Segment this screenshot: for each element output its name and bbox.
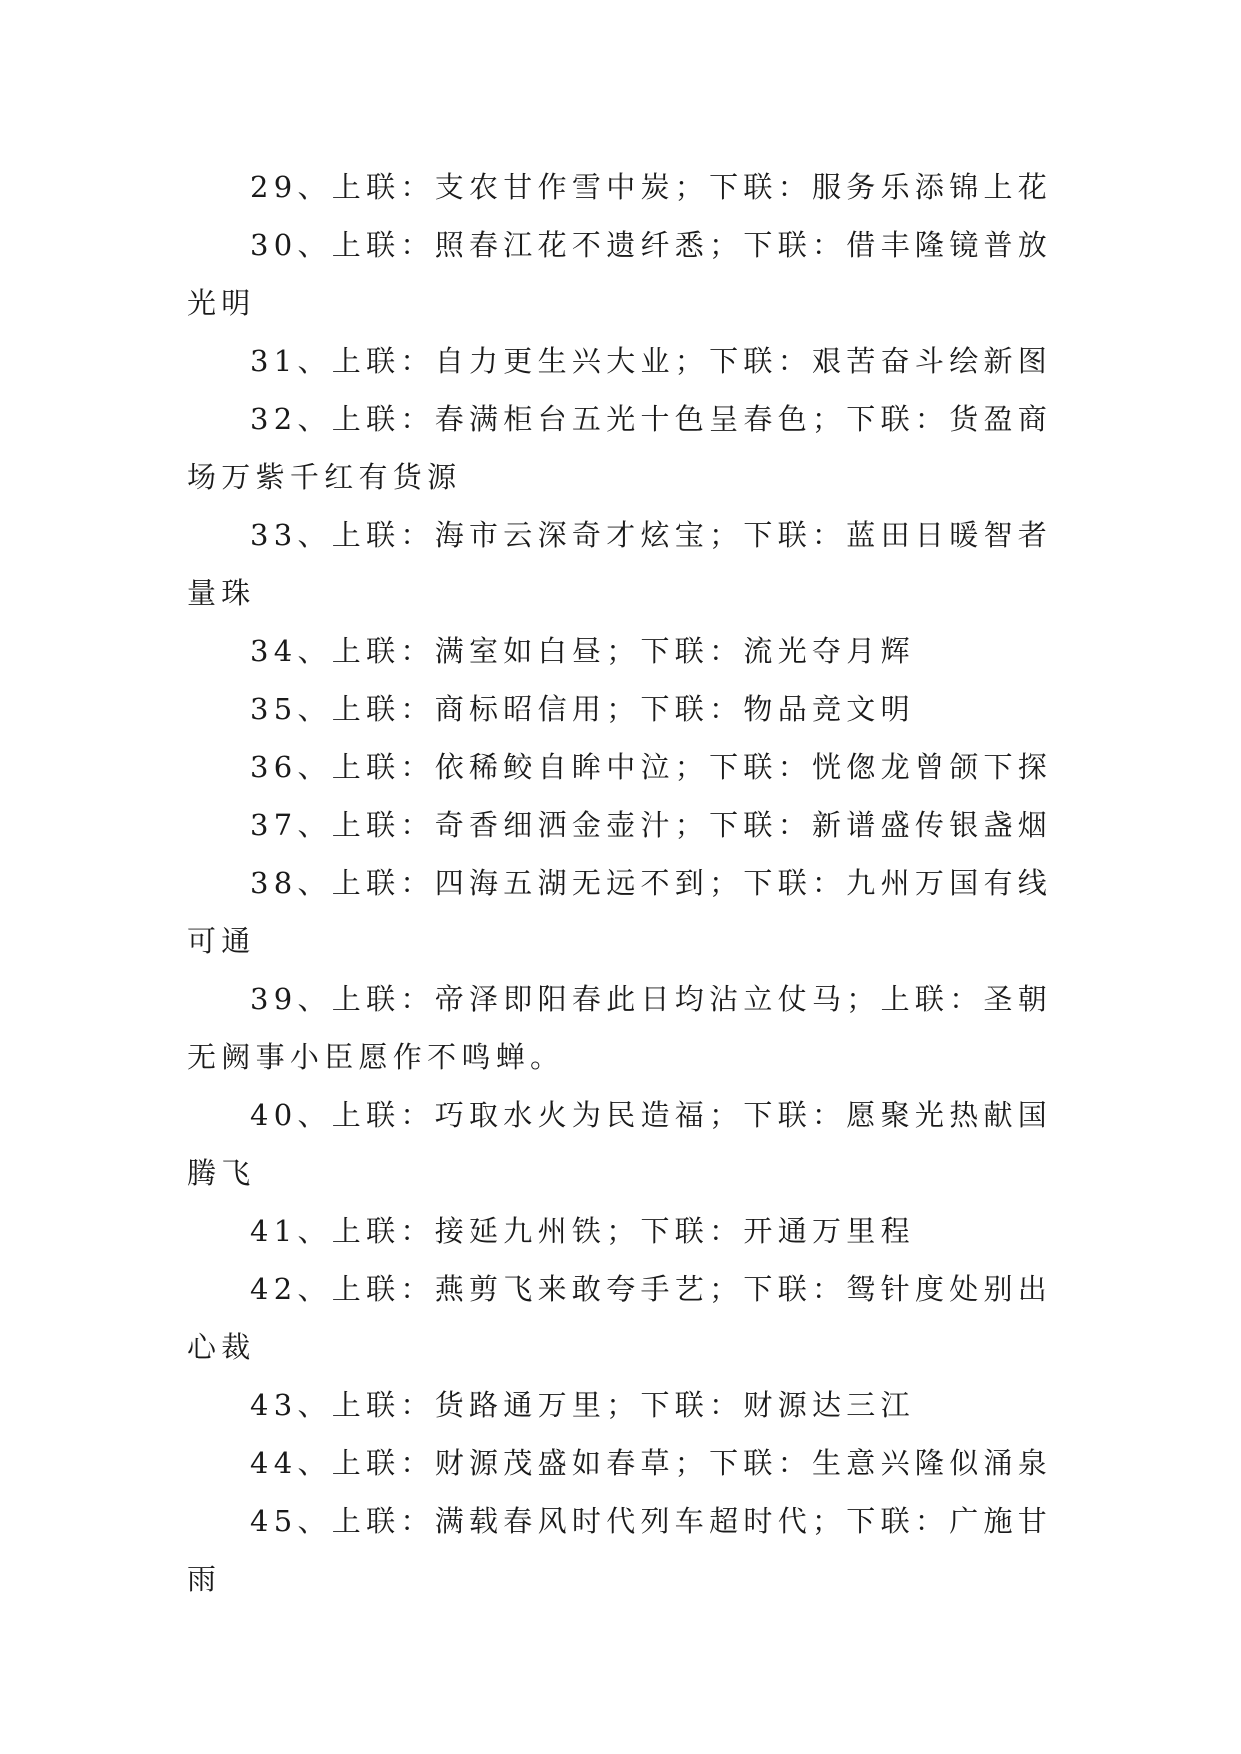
couplet-42: 42、上联：燕剪飞来敢夸手艺；下联：鸳针度处别出心裁 bbox=[187, 1272, 1053, 1364]
couplet-30: 30、上联：照春江花不遗纤悉；下联：借丰隆镜普放光明 bbox=[187, 228, 1053, 320]
couplet-33: 33、上联：海市云深奇才炫宝；下联：蓝田日暖智者量珠 bbox=[187, 518, 1053, 610]
couplet-37: 37、上联：奇香细洒金壶汁；下联：新谱盛传银盏烟 bbox=[250, 808, 1053, 842]
couplet-45: 45、上联：满载春风时代列车超时代；下联：广施甘雨 bbox=[187, 1504, 1053, 1596]
document-body bbox=[187, 158, 1057, 1608]
couplet-44: 44、上联：财源茂盛如春草；下联：生意兴隆似涌泉 bbox=[250, 1446, 1053, 1480]
couplet-39: 39、上联：帝泽即阳春此日均沾立仗马；上联：圣朝无阙事小臣愿作不鸣蝉。 bbox=[187, 982, 1053, 1074]
couplet-31: 31、上联：自力更生兴大业；下联：艰苦奋斗绘新图 bbox=[250, 344, 1053, 378]
couplet-41: 41、上联：接延九州铁；下联：开通万里程 bbox=[250, 1214, 915, 1248]
couplet-34: 34、上联：满室如白昼；下联：流光夺月辉 bbox=[250, 634, 915, 668]
couplet-40: 40、上联：巧取水火为民造福；下联：愿聚光热献国腾飞 bbox=[187, 1098, 1053, 1190]
couplet-32: 32、上联：春满柜台五光十色呈春色；下联：货盈商场万紫千红有货源 bbox=[187, 402, 1053, 494]
couplet-35: 35、上联：商标昭信用；下联：物品竞文明 bbox=[250, 692, 915, 726]
couplet-38: 38、上联：四海五湖无远不到；下联：九州万国有线可通 bbox=[187, 866, 1053, 958]
couplet-43: 43、上联：货路通万里；下联：财源达三江 bbox=[250, 1388, 915, 1422]
couplet-36: 36、上联：依稀鲛自眸中泣；下联：恍偬龙曾颌下探 bbox=[250, 750, 1053, 784]
couplet-29: 29、上联：支农甘作雪中炭；下联：服务乐添锦上花 bbox=[250, 170, 1053, 204]
